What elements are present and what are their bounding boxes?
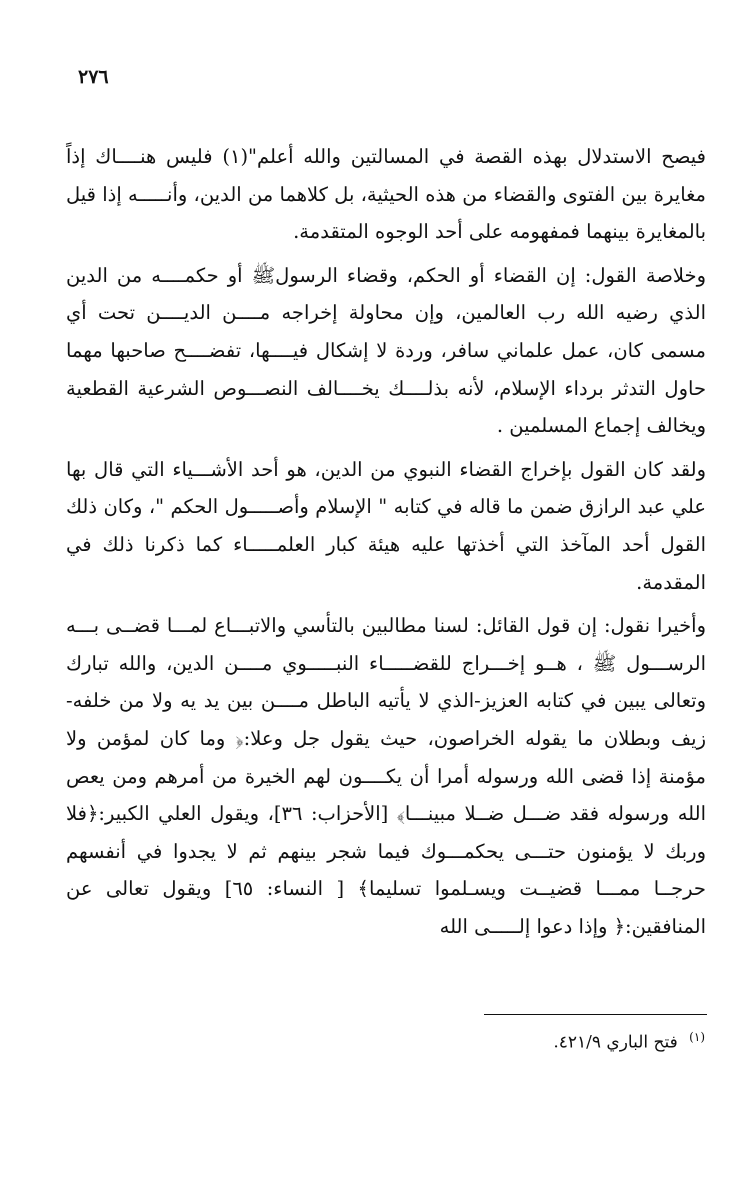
paragraph-4: وأخيرا نقول: إن قول القائل: لسنا مطالبين بالتأسي والاتبـــاع لمـــا قضــى بـــه الرســـول ﷺ ، هــو إخـــراج للقضـــــاء النبـــــوي مــــن الدين، والله تبارك وتعالى يبين في كتابه العزيز-الذي لا يأتيه الباطل مــــن بين يد يه ولا من خلفه-زيف وبطلان ما يقوله الخراصون، حيث يقول جل وعلا:﴿ وما كان لمؤمن ولا مؤمنة إذا قضى الله ورسوله أمرا أن يكــــون لهم الخيرة من أمرهم ومن يعص الله ورسوله فقد ضـــل ضــلا مبينـــا﴾ [الأحزاب: ٣٦]، ويقول العلي الكبير:﴿فلا وربك لا يؤمنون حتـــى يحكمـــوك فيما شجر بينهم ثم لا يجدوا في أنفسهم حرجــا ممـــا قضيــت ويسـلموا تسليما﴾ [ النساء: ٦٥] ويقول تعالى عن المنافقين:﴿ وإذا دعوا إلـــــى الله [66, 614, 707, 938]
paragraph-3: ولقد كان القول بإخراج القضاء النبوي من الدين، هو أحد الأشـــياء التي قال بها علي عبد الرازق ضمن ما قاله في كتابه " الإسلام وأصـــــول الحكم "، وكان ذلك القول أحد المآخذ التي أخذتها عليه هيئة كبار العلمـــــاء كما ذكرنا ذلك في المقدمة. [66, 457, 706, 594]
paragraph-2: وخلاصة القول: إن القضاء أو الحكم، وقضاء الرسولﷺ أو حكمــــه من الدين الذي رضيه الله رب العالمين، وإن محاولة إخراجه مــــن الديــــن تحت أي مسمى كان، عمل علماني سافر، وردة لا إشكال فيــــها، تفضــــح صاحبها مهما حاول التدثر برداء الإسلام، لأنه بذلــــك يخــــالف النصـــوص الشرعية القطعية ويخالف إجماع المسلمين . [66, 263, 706, 438]
footnote [553, 1030, 705, 1053]
page-number: ٢٧٦ [78, 66, 109, 88]
paragraph-1: فيصح الاستدلال بهذه القصة في المسالتين والله أعلم"(١) فليس هنــــاك إذاً مغايرة بين الفتوى والقضاء من هذه الحيثية، بل كلاهما من الدين، وأنـــــه إذا قيل بالمغايرة بينهما فمفهومه على أحد الوجوه المتقدمة. [66, 145, 707, 244]
footnote-text: فتح الباري ٤٢١/٩. [553, 1032, 678, 1053]
footnote-divider [484, 1014, 707, 1015]
body-text [66, 138, 706, 951]
footnote-marker: (١) [689, 1030, 705, 1044]
